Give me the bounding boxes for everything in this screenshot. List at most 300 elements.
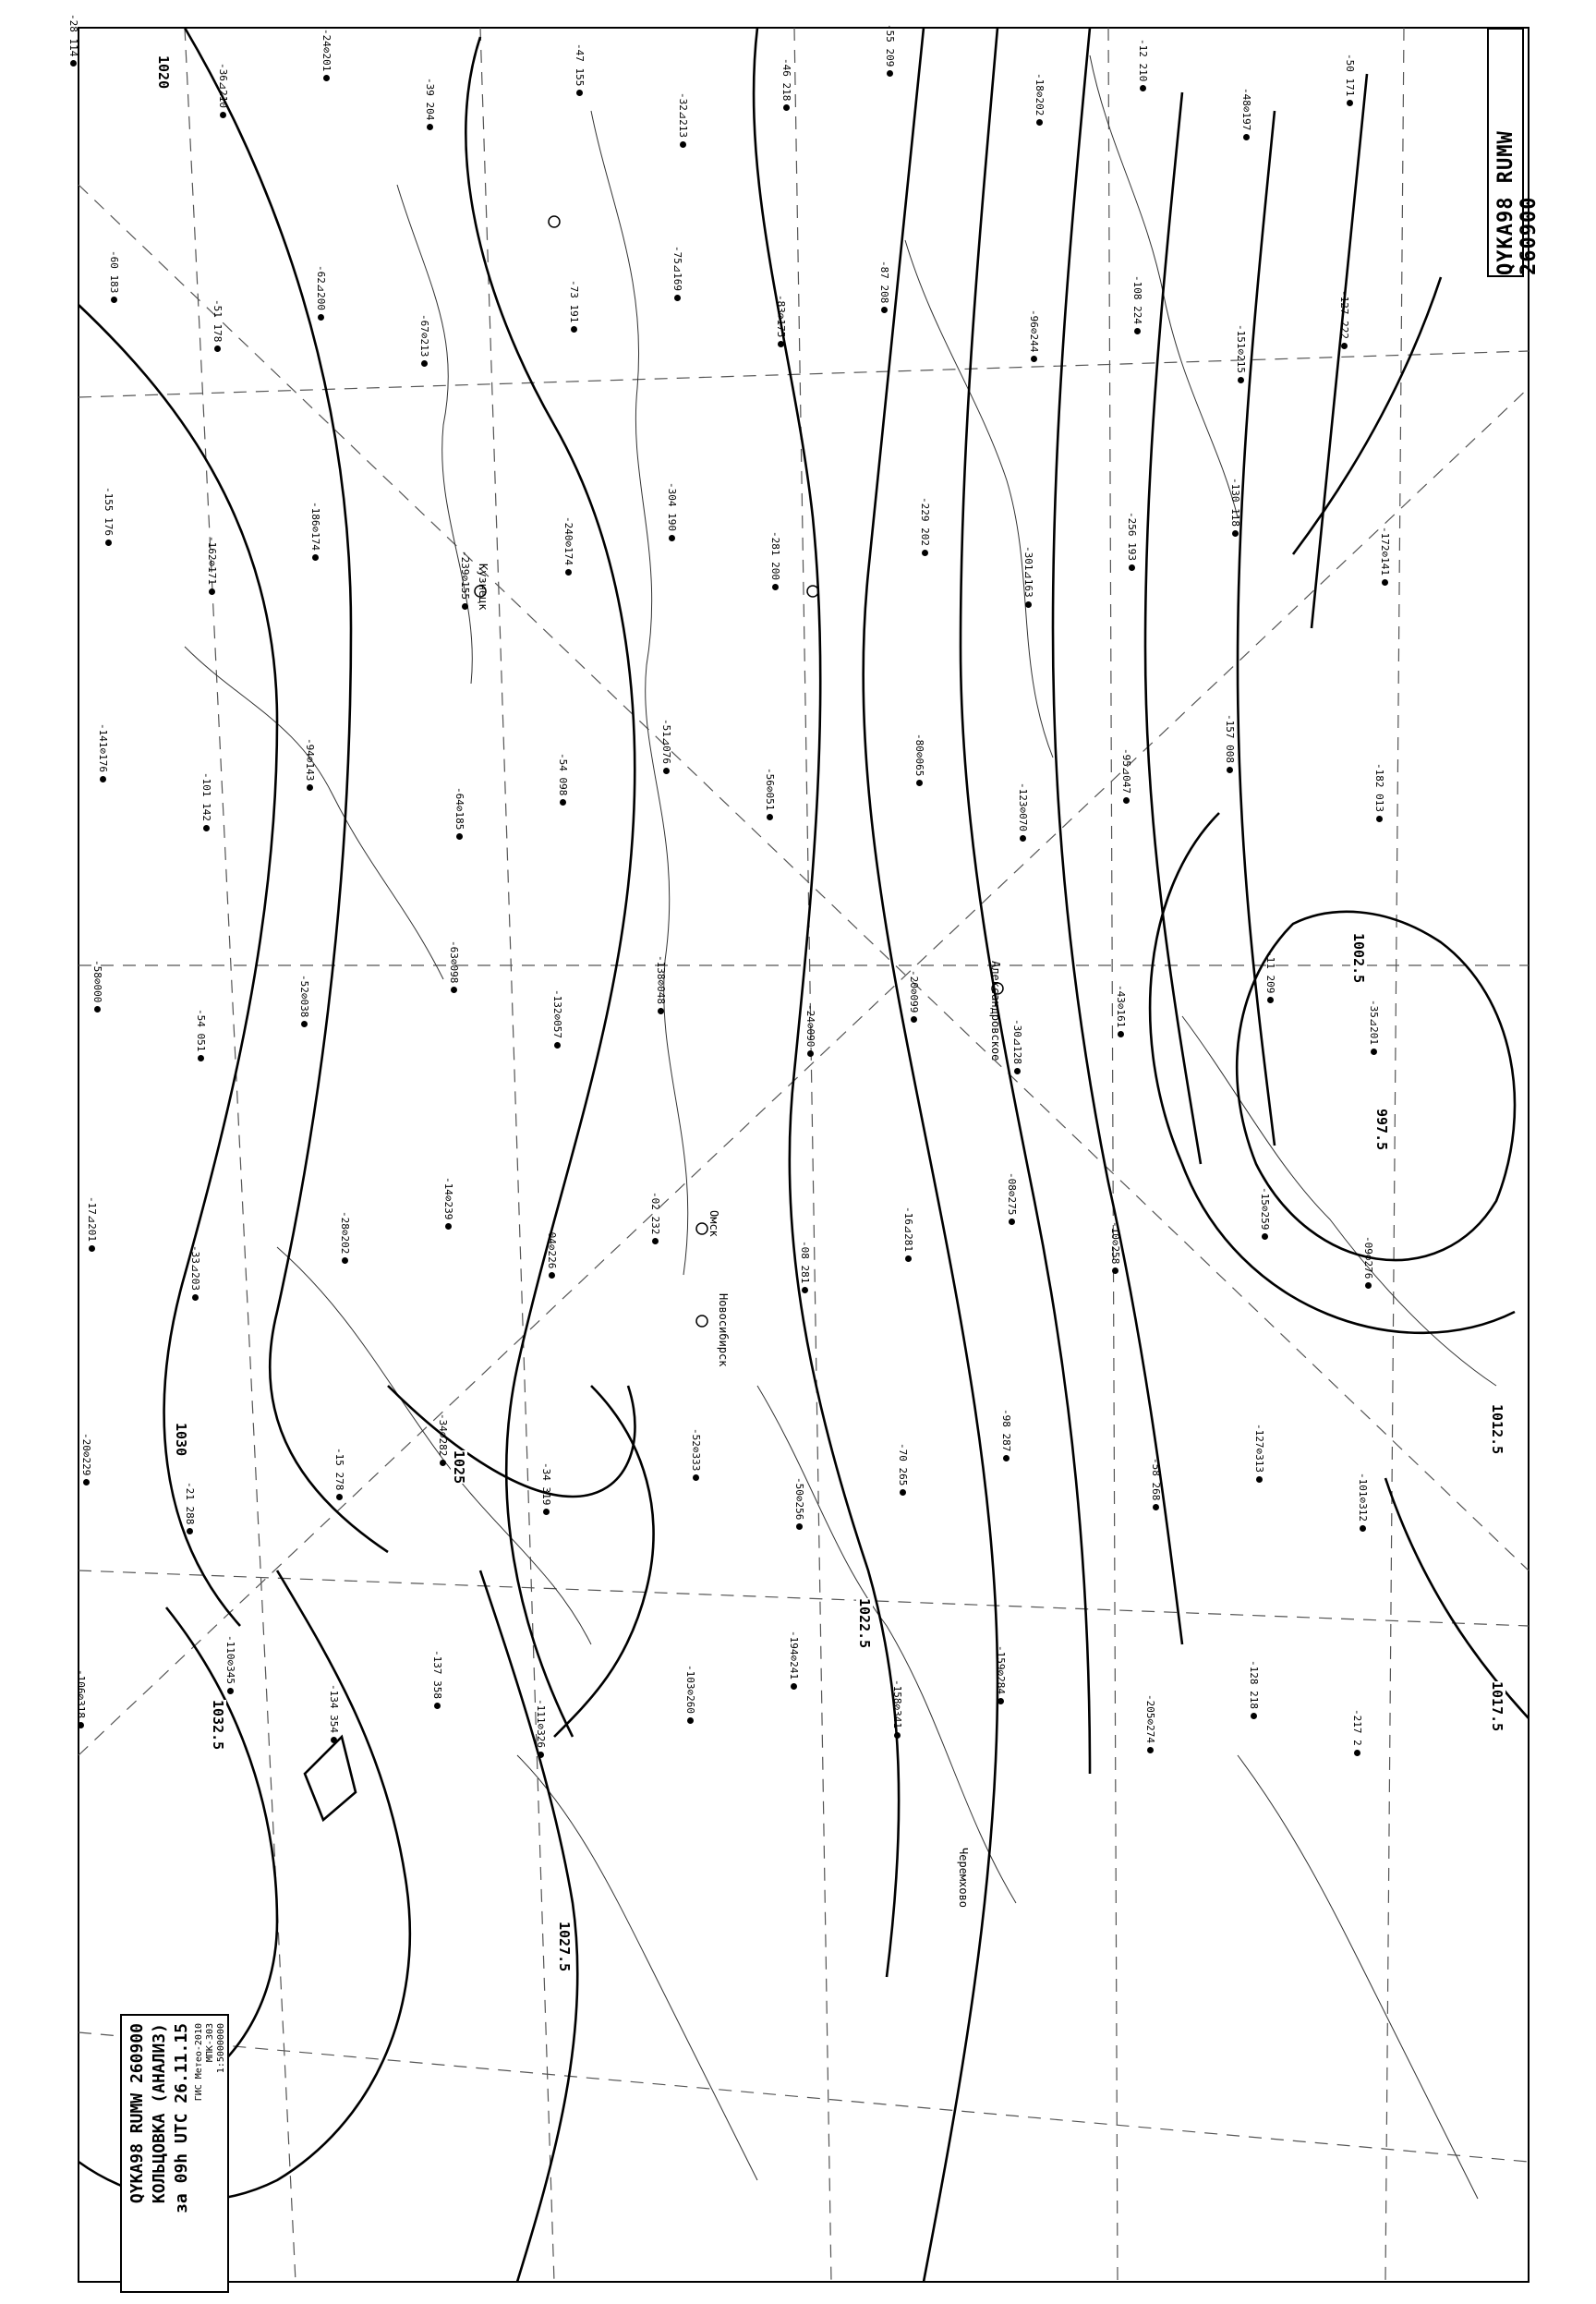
legend-line-1: QYKA98 RUMW 260900: [127, 2023, 147, 2204]
station-plot: [1131, 275, 1143, 334]
station-value: -50⊘256: [793, 1477, 805, 1521]
station-plot: [1368, 1000, 1379, 1055]
station-plot: [320, 29, 332, 81]
station-value: -217 2: [1351, 1709, 1363, 1746]
station-value: -96⊘244: [1028, 309, 1040, 353]
legend-line-6: 1:5000000: [216, 2023, 226, 2074]
station-dot: [807, 1050, 814, 1057]
station-value: -34 319: [540, 1462, 552, 1506]
station-value: -281 200: [769, 531, 781, 580]
station-plot: [666, 482, 677, 541]
station-plot: [453, 787, 465, 840]
station-plot: [448, 940, 459, 993]
station-dot: [1238, 377, 1244, 383]
station-plot: [1022, 546, 1034, 608]
station-plot: [764, 768, 775, 820]
station-value: -52⊘333: [690, 1428, 702, 1472]
station-value: -35⊿201: [1368, 1000, 1380, 1045]
station-plot: [1011, 1019, 1022, 1074]
station-value: -73 191: [568, 280, 580, 323]
station-dot: [1256, 1476, 1263, 1483]
geography-lines: [185, 55, 1496, 2199]
station-value: -108 224: [1131, 275, 1143, 324]
station-value: -48⊘197: [1240, 88, 1252, 131]
station-dot: [451, 987, 457, 993]
station-plot: [562, 516, 574, 576]
station-plot: [1344, 54, 1355, 106]
station-value: -111⊘326: [535, 1699, 547, 1748]
station-value: -138⊘048: [655, 955, 667, 1004]
station-dot: [1251, 1713, 1257, 1719]
station-dot: [445, 1223, 452, 1230]
station-dot: [1009, 1219, 1015, 1225]
station-value: -240⊘174: [562, 516, 574, 565]
station-value: -182 013: [1373, 763, 1385, 812]
station-plot: [793, 1477, 804, 1530]
station-plot: [1248, 1660, 1259, 1719]
station-plot: [309, 502, 320, 561]
station-plot: [769, 531, 780, 590]
station-value: -20⊘229: [80, 1433, 92, 1476]
station-dot: [209, 588, 215, 595]
station-dot: [658, 1008, 664, 1014]
station-value: -75⊿169: [671, 246, 683, 291]
place-name: Александровское: [989, 961, 1002, 1061]
station-plot: [424, 78, 435, 130]
legend-line-3: за 09h UTC 26.11.15: [172, 2023, 191, 2213]
station-plot: [195, 1009, 206, 1061]
station-plot: [1264, 951, 1276, 1003]
map-border: [79, 28, 1529, 2282]
station-value: -137 358: [431, 1650, 443, 1699]
station-plot: [775, 295, 786, 347]
station-value: -08⊘275: [1006, 1172, 1018, 1216]
station-plot: [799, 1241, 810, 1293]
station-plot: [1006, 1172, 1017, 1225]
isobar-label: 997.5: [1373, 1109, 1390, 1151]
station-value: -28 114: [67, 14, 79, 57]
station-dot: [323, 75, 330, 81]
station-value: -60 183: [108, 250, 120, 294]
station-dot: [214, 346, 221, 352]
place-name: Кузнецк: [477, 564, 490, 611]
station-plot: [1115, 985, 1126, 1037]
station-plot: [540, 1462, 551, 1515]
station-value: -80⊘065: [913, 734, 925, 777]
station-value: -51 178: [212, 299, 224, 343]
station-dot: [1031, 356, 1037, 362]
station-plot: [1224, 714, 1235, 773]
station-plot: [184, 1482, 195, 1534]
station-value: -205⊘274: [1144, 1694, 1156, 1743]
station-dot: [543, 1509, 550, 1515]
station-dot: [187, 1528, 193, 1534]
station-dot: [916, 780, 923, 786]
header-code-box: [1487, 28, 1541, 277]
station-plot: [568, 280, 579, 333]
station-dot: [198, 1055, 204, 1061]
station-dot: [462, 603, 468, 610]
station-dot: [652, 1238, 659, 1244]
station-dot: [1382, 579, 1388, 586]
station-dot: [1112, 1267, 1118, 1274]
station-plot: [557, 753, 568, 806]
station-value: -157 008: [1224, 714, 1236, 763]
station-value: -64⊘185: [453, 787, 466, 831]
station-plot: [75, 1669, 86, 1728]
station-dot: [565, 569, 572, 576]
station-value: -172⊘141: [1379, 527, 1391, 576]
station-value: -70 265: [897, 1443, 909, 1486]
station-plot: [574, 43, 585, 96]
station-dot: [1140, 85, 1146, 91]
station-dot: [421, 360, 428, 367]
legend-line-2: КОЛЬЦОВКА (АНАЛИЗ): [150, 2023, 169, 2204]
station-dot: [1227, 767, 1233, 773]
station-value: -158⊘341: [891, 1679, 903, 1728]
station-dot: [674, 295, 681, 301]
station-dot: [1347, 100, 1353, 106]
station-value: -20⊘099: [908, 970, 920, 1013]
station-dot: [802, 1287, 808, 1293]
station-dot: [336, 1494, 343, 1500]
station-plot: [788, 1631, 799, 1690]
station-dot: [1147, 1747, 1154, 1753]
header-code: QYKA98 RUMW 260900: [1494, 130, 1541, 275]
station-dot: [998, 1698, 1004, 1704]
station-value: -229 202: [919, 497, 931, 546]
station-dot: [881, 307, 888, 313]
station-dot: [111, 297, 117, 303]
station-plot: [1362, 1236, 1373, 1289]
station-dot: [318, 314, 324, 321]
station-value: -301⊿163: [1022, 546, 1034, 598]
station-dot: [1134, 328, 1141, 334]
station-plot: [546, 1226, 557, 1279]
station-plot: [684, 1665, 695, 1724]
station-plot: [902, 1207, 913, 1262]
station-plot: [913, 734, 925, 786]
station-value: -87 208: [878, 261, 890, 304]
station-value: -155 176: [103, 487, 115, 536]
station-dot: [1020, 835, 1026, 842]
station-value: -28⊘202: [339, 1211, 351, 1255]
station-plot: [298, 975, 309, 1027]
station-dot: [680, 141, 686, 148]
station-value: -130 118: [1229, 478, 1241, 527]
station-value: -94⊘143: [304, 738, 316, 782]
station-value: -239⊘155: [459, 551, 471, 600]
station-value: -141⊘176: [97, 723, 109, 772]
station-value: -50 171: [1344, 54, 1356, 97]
station-value: -95⊿047: [1120, 748, 1132, 794]
map-legend: [120, 2014, 229, 2293]
station-value: -159⊘284: [995, 1645, 1007, 1694]
station-plot: [1126, 512, 1137, 571]
station-plot: [91, 960, 103, 1013]
isobar-label: 1002.5: [1350, 933, 1367, 984]
station-plot: [995, 1645, 1006, 1704]
station-dot: [554, 1042, 561, 1049]
station-dot: [900, 1489, 906, 1496]
station-plot: [339, 1211, 350, 1264]
station-dot: [440, 1460, 446, 1466]
isobar-label: 1020: [155, 55, 172, 90]
station-dot: [1014, 1068, 1021, 1074]
station-dot: [83, 1479, 90, 1485]
station-plot: [677, 92, 688, 148]
station-value: -62⊿200: [315, 265, 327, 310]
station-value: -52⊘038: [298, 975, 310, 1018]
station-plot: [919, 497, 930, 556]
station-value: -128 218: [1248, 1660, 1260, 1709]
station-dot: [94, 1006, 101, 1013]
station-dot: [1262, 1233, 1268, 1240]
station-value: -34⊘282: [437, 1413, 449, 1457]
station-plot: [1000, 1409, 1011, 1461]
station-value: -127⊘313: [1253, 1424, 1265, 1473]
station-value: -101⊘312: [1357, 1473, 1369, 1522]
station-dot: [1153, 1504, 1159, 1510]
station-dot: [1118, 1031, 1124, 1037]
station-plot: [1373, 763, 1384, 822]
station-plot: [660, 719, 671, 774]
station-value: -162⊘171: [206, 536, 218, 585]
station-value: -63⊘098: [448, 940, 460, 984]
isobar-label: 1017.5: [1489, 1681, 1505, 1732]
station-value: -55 209: [884, 24, 896, 67]
isobar-label: 1027.5: [556, 1922, 573, 1972]
station-plot: [1229, 478, 1240, 537]
station-dot: [1360, 1525, 1366, 1532]
station-plot: [1150, 1458, 1161, 1510]
station-plot: [891, 1679, 902, 1739]
station-dot: [783, 104, 790, 111]
station-dot: [560, 799, 566, 806]
station-value: -08 281: [799, 1241, 811, 1284]
station-dot: [301, 1021, 308, 1027]
station-dot: [922, 550, 928, 556]
station-value: -36⊿210: [217, 63, 229, 108]
station-value: -186⊘174: [309, 502, 321, 551]
station-dot: [669, 535, 675, 541]
station-plot: [67, 14, 79, 67]
station-plot: [897, 1443, 908, 1496]
station-dot: [1243, 134, 1250, 140]
station-value: -30⊿128: [1011, 1019, 1023, 1064]
station-value: -256 193: [1126, 512, 1138, 561]
station-plot: [200, 772, 212, 831]
isobar-label: 1012.5: [1489, 1404, 1505, 1455]
station-value: -12 210: [1137, 39, 1149, 82]
legend-line-4: ГИС Метео-2010: [194, 2023, 204, 2102]
station-value: -15 278: [333, 1448, 345, 1491]
station-dot: [905, 1255, 912, 1262]
station-value: -106⊘318: [75, 1669, 87, 1718]
station-plot: [418, 314, 429, 367]
isobar-label: 1022.5: [856, 1598, 873, 1649]
station-dot: [778, 341, 784, 347]
station-dot: [342, 1257, 348, 1264]
station-plot: [1351, 1709, 1362, 1756]
station-dot: [693, 1474, 699, 1481]
station-dot: [312, 554, 319, 561]
station-value: -18⊘202: [1034, 73, 1046, 116]
station-dot: [220, 112, 226, 118]
legend-line-5: МПК-303: [205, 2023, 215, 2063]
station-dot: [1025, 601, 1032, 608]
station-value: -02 232: [649, 1192, 661, 1235]
station-plot: [1357, 1473, 1368, 1532]
station-plot: [1034, 73, 1045, 126]
station-value: -151⊘215: [1235, 324, 1247, 373]
station-dot: [549, 1272, 555, 1279]
station-dot: [227, 1688, 234, 1694]
isobars: [79, 28, 1529, 2282]
station-plot: [878, 261, 889, 313]
station-plot: [908, 970, 919, 1023]
station-plot: [884, 24, 895, 77]
station-plot: [1253, 1424, 1264, 1483]
station-value: -17⊿201: [86, 1196, 98, 1242]
station-plot: [304, 738, 315, 791]
station-plot: [671, 246, 683, 301]
station-dot: [772, 584, 779, 590]
place-name: Черемхово: [957, 1848, 970, 1909]
station-plot: [690, 1428, 701, 1481]
station-dot: [427, 124, 433, 130]
station-dot: [767, 814, 773, 820]
station-dot: [434, 1703, 441, 1709]
station-plot: [1109, 1221, 1120, 1274]
station-value: -67⊘213: [418, 314, 430, 358]
station-value: -134 354: [328, 1684, 340, 1733]
station-dot: [1129, 564, 1135, 571]
station-dot: [796, 1523, 803, 1530]
station-dot: [894, 1732, 901, 1739]
station-value: -56⊘051: [764, 768, 776, 811]
station-value: -11 209: [1264, 951, 1276, 994]
station-value: -110⊘345: [224, 1635, 236, 1684]
station-value: -09⊘276: [1362, 1236, 1374, 1279]
station-dot: [1036, 119, 1043, 126]
station-value: -132⊘057: [551, 989, 563, 1038]
station-dot: [576, 90, 583, 96]
station-dot: [887, 70, 893, 77]
station-plot: [780, 58, 792, 111]
station-value: -24⊘201: [320, 29, 332, 72]
station-value: -54 051: [195, 1009, 207, 1052]
station-value: -43⊘161: [1115, 985, 1127, 1028]
station-dot: [1123, 797, 1130, 804]
station-dot: [1354, 1750, 1360, 1756]
station-value: -127 222: [1338, 290, 1350, 339]
station-value: -98 287: [1000, 1409, 1012, 1452]
station-value: -304 190: [666, 482, 678, 531]
station-value: -04⊘226: [546, 1226, 558, 1269]
station-plot: [1240, 88, 1251, 140]
station-plot: [97, 723, 108, 782]
station-dot: [663, 768, 670, 774]
station-plot: [1137, 39, 1148, 91]
station-dot: [331, 1737, 337, 1743]
station-plot: [431, 1650, 442, 1709]
station-dot: [1267, 997, 1274, 1003]
station-dot: [571, 326, 577, 333]
station-plot: [1379, 527, 1390, 586]
station-plot: [328, 1684, 339, 1743]
station-plot: [1259, 1187, 1270, 1240]
station-value: -58⊘000: [91, 960, 103, 1003]
station-dot: [1003, 1455, 1010, 1461]
place-name: Омск: [707, 1210, 720, 1237]
station-plot: [437, 1413, 448, 1466]
isobar-label: 1032.5: [210, 1700, 226, 1751]
station-plot: [189, 1245, 200, 1301]
station-plot: [1338, 290, 1349, 349]
station-plot: [535, 1699, 546, 1758]
station-value: -14⊘239: [442, 1177, 454, 1220]
station-plot: [1144, 1694, 1155, 1753]
station-dot: [687, 1717, 694, 1724]
station-value: -54 098: [557, 753, 569, 796]
station-dot: [78, 1722, 84, 1728]
station-value: -58 268: [1150, 1458, 1162, 1501]
station-plot: [459, 551, 470, 610]
station-value: -10⊘258: [1109, 1221, 1121, 1265]
station-dot: [538, 1752, 544, 1758]
station-dot: [105, 540, 112, 546]
station-dot: [203, 825, 210, 831]
station-plot: [649, 1192, 660, 1244]
station-value: -51⊿076: [660, 719, 672, 764]
station-plot: [86, 1196, 97, 1252]
station-dot: [791, 1683, 797, 1690]
station-plot: [217, 63, 228, 118]
station-dot: [1376, 816, 1383, 822]
station-plot: [1235, 324, 1246, 383]
station-plot: [80, 1433, 91, 1485]
place-name: Новосибирск: [717, 1293, 730, 1367]
station-plot: [1120, 748, 1131, 804]
station-plot: [1028, 309, 1039, 362]
station-plot: [1017, 782, 1028, 842]
station-dot: [89, 1245, 95, 1252]
station-plot: [655, 955, 666, 1014]
station-value: -46 218: [780, 58, 792, 102]
station-value: -24⊘090: [804, 1004, 816, 1048]
station-value: -33⊿203: [189, 1245, 201, 1291]
station-value: -16⊿281: [902, 1207, 914, 1252]
station-plot: [442, 1177, 453, 1230]
station-value: -39 204: [424, 78, 436, 121]
isobar-label: 1030: [173, 1423, 189, 1457]
station-dot: [1371, 1049, 1377, 1055]
station-value: -83⊘175: [775, 295, 787, 338]
station-dot: [70, 60, 77, 67]
station-dot: [1232, 530, 1239, 537]
station-value: -15⊘259: [1259, 1187, 1271, 1231]
station-plot: [333, 1448, 345, 1500]
station-dot: [100, 776, 106, 782]
station-plot: [103, 487, 114, 546]
isobar-label: 1025: [451, 1450, 467, 1485]
station-plot: [224, 1635, 236, 1694]
station-value: -103⊘260: [684, 1665, 696, 1714]
station-dot: [1365, 1282, 1372, 1289]
station-value: -123⊘070: [1017, 782, 1029, 831]
station-dot: [1341, 343, 1348, 349]
